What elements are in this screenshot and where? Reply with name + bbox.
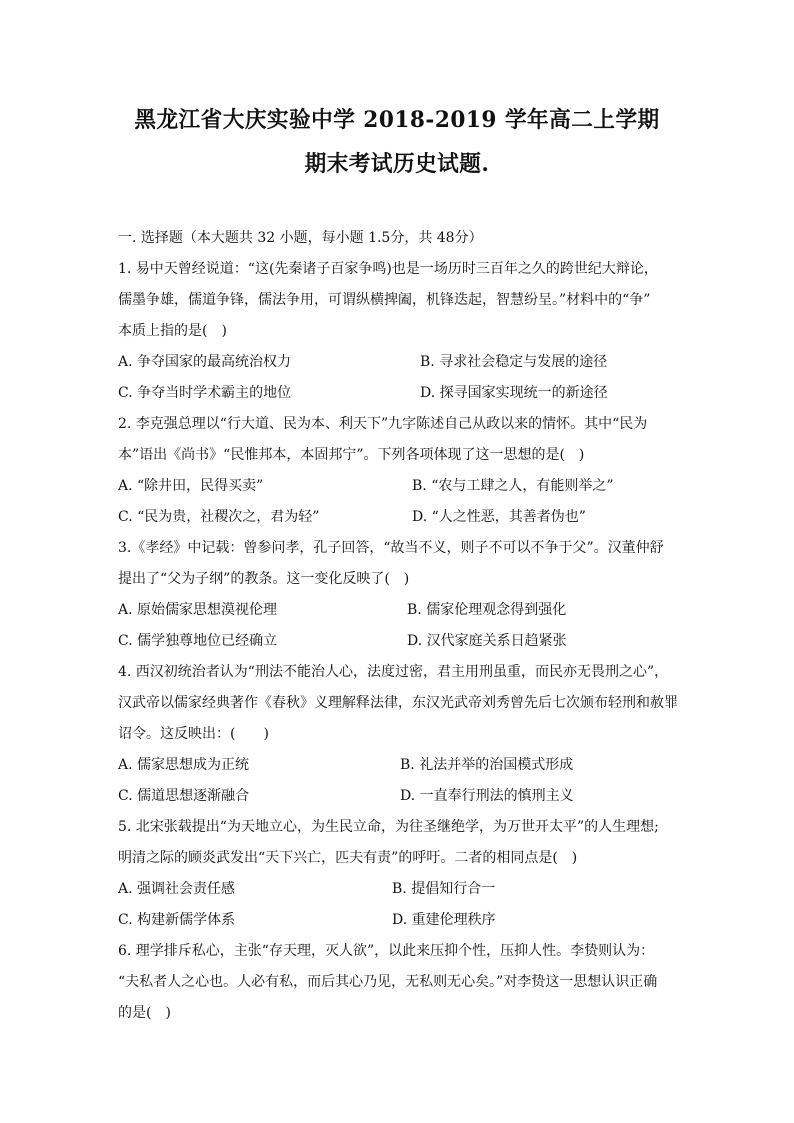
question-3-option-c: C. 儒学独尊地位已经确立 (118, 633, 278, 649)
question-2-stem-line: 本”语出《尚书》“民惟邦本，本固邦宁”。下列各项体现了这一思想的是( ) (118, 447, 585, 463)
question-1-stem-line: 1. 易中天曾经说道：“这(先秦诸子百家争鸣)也是一场历时三百年之久的跨世纪大辩论， (118, 261, 658, 277)
question-1-option-c: C. 争夺当时学术霸主的地位 (118, 385, 292, 401)
question-4-stem-line: 汉武帝以儒家经典著作《春秋》义理解释法律，东汉光武帝刘秀曾先后七次颁布轻刑和赦罪 (118, 695, 678, 711)
question-2-stem-line: 2. 李克强总理以“行大道、民为本、利天下”九字陈述自己从政以来的情怀。其中“民为 (118, 416, 648, 432)
question-1-stem-line: 儒墨争雄，儒道争锋，儒法争用，可谓纵横捭阖，机锋迭起，智慧纷呈。”材料中的“争” (118, 292, 651, 308)
question-1-option-d: D. 探寻国家实现统一的新途径 (420, 385, 608, 401)
question-3-stem-line: 提出了“父为子纲”的教条。这一变化反映了( ) (118, 571, 410, 587)
question-4-stem-line: 4. 西汉初统治者认为“刑法不能治人心，法度过密，君主用刑虽重，而民亦无畏刑之心”， (118, 664, 669, 680)
question-5-option-d: D. 重建伦理秩序 (392, 912, 496, 928)
question-4-option-d: D. 一直奉行刑法的慎刑主义 (400, 788, 574, 804)
question-1-stem-line: 本质上指的是( ) (118, 323, 227, 339)
question-1-option-a: A. 争夺国家的最高统治权力 (118, 354, 292, 370)
question-4-option-c: C. 儒道思想逐渐融合 (118, 788, 250, 804)
question-5-option-b: B. 提倡知行合一 (392, 881, 496, 897)
exam-title-line-2: 期末考试历史试题. (304, 151, 490, 177)
question-6-stem-line: 6. 理学排斥私心，主张“存天理，灭人欲”，以此来压抑个性，压抑人性。李贽则认为： (118, 943, 655, 959)
section-header: 一. 选择题（本大题共 32 小题，每小题 1.5分，共 48分） (118, 230, 483, 246)
exam-title-line-1: 黑龙江省大庆实验中学 2018-2019 学年高二上学期 (134, 107, 660, 133)
question-3-option-d: D. 汉代家庭关系日趋紧张 (407, 633, 567, 649)
question-6-stem-line: “夫私者人之心也。人必有私，而后其心乃见，无私则无心矣。”对李贽这一思想认识正确 (118, 974, 658, 990)
question-2-option-d: D. “人之性恶，其善者伪也” (412, 509, 586, 525)
question-5-option-c: C. 构建新儒学体系 (118, 912, 236, 928)
question-2-option-b: B. “农与工肆之人，有能则举之” (412, 478, 614, 494)
question-6-stem-line: 的是( ) (118, 1005, 171, 1021)
question-3-stem-line: 3.《孝经》中记载：曾参问孝，孔子回答，“故当不义，则子不可以不争于父”。汉董仲舒 (118, 540, 664, 556)
question-3-option-b: B. 儒家伦理观念得到强化 (407, 602, 567, 618)
question-5-option-a: A. 强调社会责任感 (118, 881, 236, 897)
question-4-option-a: A. 儒家思想成为正统 (118, 757, 250, 773)
question-3-option-a: A. 原始儒家思想漠视伦理 (118, 602, 278, 618)
question-4-stem-line: 诏令。这反映出：( ) (118, 726, 269, 742)
question-5-stem-line: 明清之际的顾炎武发出“天下兴亡，匹夫有责”的呼吁。二者的相同点是( ) (118, 850, 578, 866)
question-1-option-b: B. 寻求社会稳定与发展的途径 (420, 354, 608, 370)
question-2-option-c: C. “民为贵，社稷次之，君为轻” (118, 509, 320, 525)
question-5-stem-line: 5. 北宋张载提出“为天地立心，为生民立命，为往圣继绝学，为万世开太平”的人生理想; (118, 819, 659, 835)
question-4-option-b: B. 礼法并举的治国模式形成 (400, 757, 574, 773)
question-2-option-a: A. “除井田，民得买卖” (118, 478, 264, 494)
